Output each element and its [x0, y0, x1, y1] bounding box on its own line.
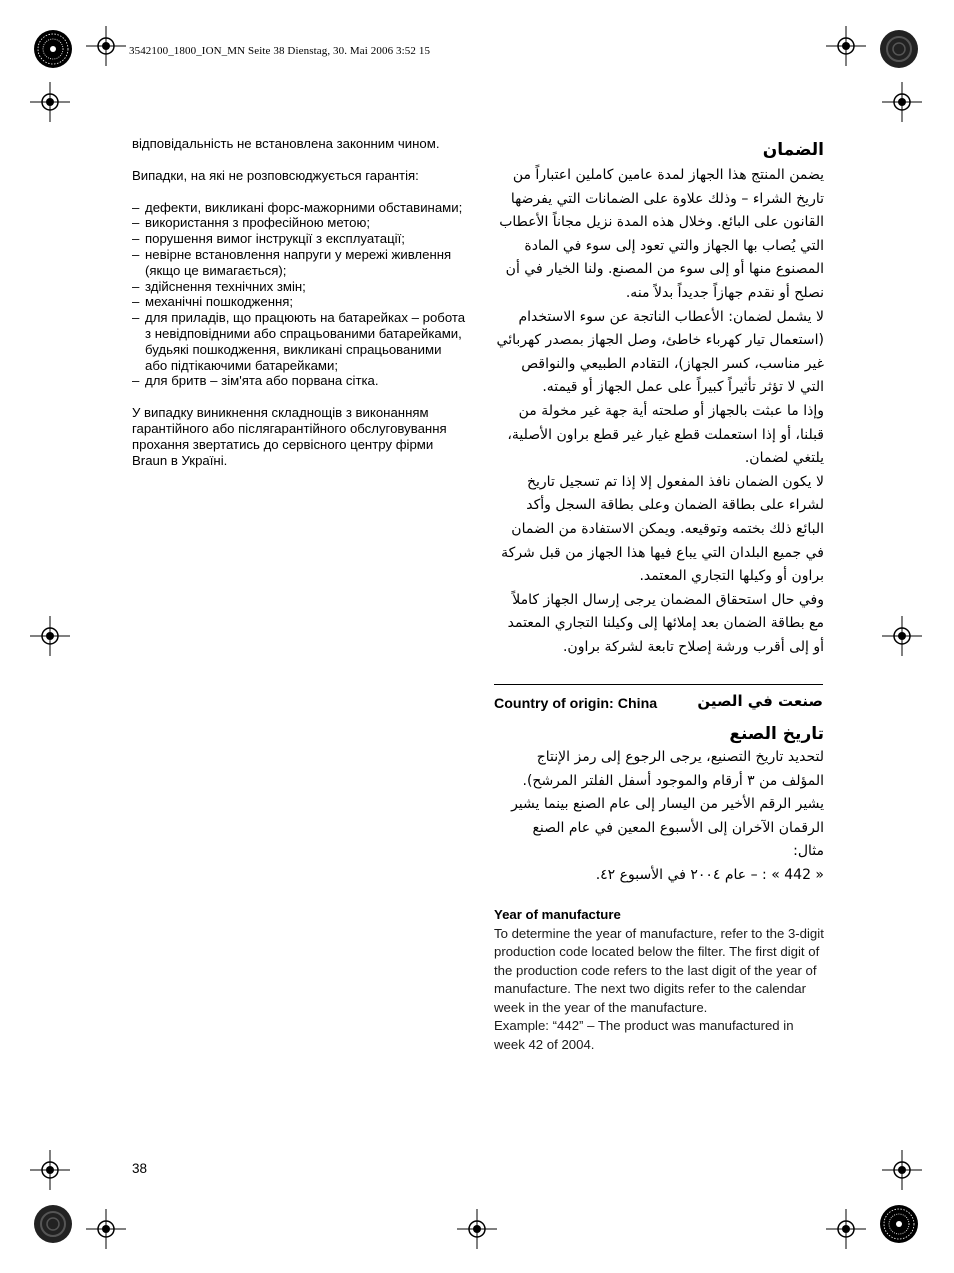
exclusions-title: Випадки, на які не розповсюджується гарантія: [132, 167, 419, 183]
page-number: 38 [132, 1161, 148, 1176]
starburst-mark-top-left [33, 29, 73, 69]
registration-mark-bottom-left [86, 1209, 126, 1249]
list-item: – для приладів, що працюють на батарейках – робота з невідповідними або спрацьованими батарейками, будьякі пошкодження, викликані спрацьованими або підтікаючими батарейками; [132, 310, 466, 373]
arabic-warranty-paragraph: لا يكون الضمان نافذ المفعول إلا إذا تم تسجيل تاريخ لشراء على بطاقة الضمان وعلى بطاقة السجل وأكد البائع ذلك بختمه وتوقيعه. ويمكن الاستفادة من الضمان في جميع البلدان التي يباع فيها هذا الجهاز من قبل شركة براون أو وكيلها التجاري المعتمد. [501, 473, 824, 585]
arabic-manufacture-paragraph: لتحديد تاريخ التصنيع، يرجى الرجوع إلى رمز الإنتاج المؤلف من ٣ أرقام والموجود أسفل الفلتر المرشح). يشير الرقم الأخير من اليسار إلى عام الصنع بينما يشير الرقمان الآخران إلى الأسبوع المعين في عام الصنع [511, 749, 824, 836]
print-slug: 3542100_1800_ION_MN Seite 38 Dienstag, 30. Mai 2006 3:52 15 [129, 45, 431, 57]
arabic-warranty-section [494, 140, 824, 659]
intro-text: відповідальність не встановлена законним чином. [132, 136, 440, 151]
registration-mark-right-middle [882, 616, 922, 656]
arabic-warranty-paragraph: يضمن المنتج هذا الجهاز لمدة عامين كاملين اعتباراً من تاريخ الشراء – وذلك علاوة على الضمانات التي يفرضها القانون على البائع. وخلال هذه المدة نزيل مجاناً الأعطاب التي يُصاب بها الجهاز والتي تعود إلى سوء في المادة المصنوع منها أو إلى سوء من المصنع. ولنا الخيار في أن نصلح أو نقدم جهازاً جديداً بدلاً منه. [499, 167, 824, 301]
starburst-mark-bottom-right [879, 1204, 919, 1244]
list-dash: – [132, 294, 140, 310]
list-item: – для бритв – зім'ята або порвана сітка. [132, 373, 379, 389]
ukrainian-warranty-column [132, 136, 467, 468]
section-divider [494, 684, 823, 685]
list-dash: – [132, 310, 140, 326]
english-manufacture-title: Year of manufacture [494, 907, 621, 922]
list-dash: – [132, 246, 140, 262]
arabic-warranty-title: الضمان [762, 140, 824, 160]
list-dash: – [132, 231, 140, 247]
arabic-warranty-paragraph: وإذا ما عبثت بالجهاز أو صلحته أية جهة غير مخولة من قبلنا، أو إذا استعملت قطع غيار غير قطع براون الأصلية، يلتغي لضمان. [507, 402, 824, 467]
english-manufacture-section [494, 906, 824, 1054]
country-of-origin-english: Country of origin: China [494, 696, 658, 712]
english-manufacture-body: To determine the year of manufacture, refer to the 3-digit production code located below the filter. The first digit of the production code refers to the last digit of the year of manufacture. The next two digits refer to the calendar week in the year of the manufacture. [494, 925, 824, 1015]
list-item: – невірне встановлення напруги у мережі живлення (якщо це вимагається); [132, 246, 452, 278]
exclusions-list [132, 200, 467, 390]
registration-mark-top-right [826, 26, 866, 66]
list-dash: – [132, 373, 140, 389]
registration-mark-bottom-right [826, 1209, 866, 1249]
list-item: – порушення вимог інструкції з експлуатації; [132, 231, 405, 247]
service-note: У випадку виникнення складнощів з виконанням гарантійного або післягарантійного обслуговування прохання звертатись до сервісного центру фірми Braun в Україні. [132, 405, 447, 468]
list-item: – механічні пошкодження; [132, 294, 294, 310]
list-dash: – [132, 215, 140, 231]
registration-mark-left-middle [30, 616, 70, 656]
list-dash: – [132, 278, 140, 294]
arabic-manufacture-title: تاريخ الصنع [729, 724, 824, 744]
arabic-manufacture-section [494, 724, 824, 888]
arabic-warranty-paragraph: لا يشمل لضمان: الأعطاب الناتجة عن سوء الاستخدام (استعمال تيار كهرباء خاطئ، وصل الجهاز بمصدر كهربائي غير مناسب، كسر الجهاز)، التقادم الطبيعي والنواقص التي لا تؤثر تأثيراً كبيراً على عمل الجهاز أو قيمته. [496, 308, 824, 396]
registration-mark-bottom-center [457, 1209, 497, 1249]
list-item: – здійснення технічних змін; [132, 278, 306, 294]
arabic-manufacture-example: « 442 » : – عام ٢٠٠٤ في الأسبوع ٤٢. [595, 866, 824, 883]
arabic-warranty-paragraph: وفي حال استحقاق المضمان يرجى إرسال الجهاز كاملاً مع بطاقة الضمان بعد إملائها إلى وكيلنا التجاري المعتمد أو إلى أقرب ورشة إصلاح تابعة لشركة براون. [507, 591, 824, 655]
registration-mark-right-upper [882, 82, 922, 122]
list-dash: – [132, 199, 140, 215]
starburst-mark-bottom-left [33, 1204, 73, 1244]
registration-mark-left-lower [30, 1150, 70, 1190]
list-item: – використання з професійною метою; [132, 215, 371, 231]
country-of-origin-arabic: صنعت في الصين [697, 692, 823, 710]
registration-mark-left-upper [30, 82, 70, 122]
arabic-manufacture-example-label: مثال: [793, 843, 824, 860]
registration-mark-top-left [86, 26, 126, 66]
english-manufacture-example: Example: “442” – The product was manufactured in week 42 of 2004. [494, 1018, 794, 1052]
registration-mark-right-lower [882, 1150, 922, 1190]
starburst-mark-top-right [879, 29, 919, 69]
list-item: – дефекти, викликані форс-мажорними обставинами; [132, 199, 463, 215]
